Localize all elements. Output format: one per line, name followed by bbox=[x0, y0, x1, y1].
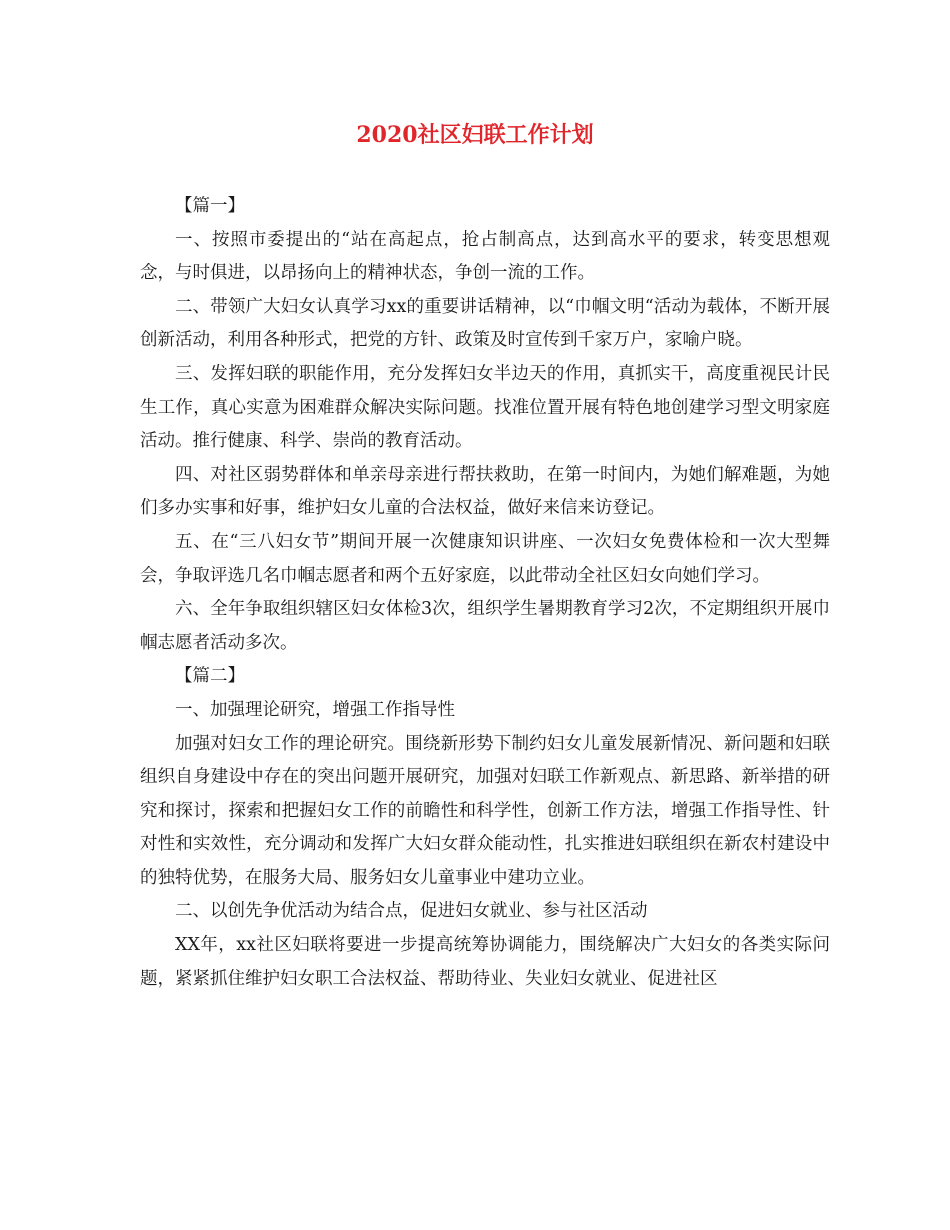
section-heading-part-one: 【篇一】 bbox=[175, 196, 245, 216]
paragraph: 六、全年争取组织辖区妇女体检3次，组织学生暑期教育学习2次，不定期组织开展巾帼志愿者活动多次。 bbox=[140, 599, 830, 653]
subheading: 二、以创先争优活动为结合点，促进妇女就业、参与社区活动 bbox=[175, 901, 648, 922]
document-body bbox=[140, 190, 830, 996]
paragraph: 二、带领广大妇女认真学习xx的重要讲话精神，以“巾帼文明“活动为载体，不断开展创新活动，利用各种形式，把党的方针、政策及时宣传到千家万户，家喻户晓。 bbox=[140, 296, 830, 351]
section-heading-part-two: 【篇二】 bbox=[175, 666, 245, 687]
paragraph: 三、发挥妇联的职能作用，充分发挥妇女半边天的作用，真抓实干，高度重视民计民生工作，真心实意为困难群众解决实际问题。找准位置开展有特色地创建学习型文明家庭活动。推行健康、科学、崇尚的教育活动。 bbox=[140, 363, 830, 452]
paragraph: XX年，xx社区妇联将要进一步提高统筹协调能力，围绕解决广大妇女的各类实际问题，紧紧抓住维护妇女职工合法权益、帮助待业、失业妇女就业、促进社区 bbox=[140, 935, 830, 989]
paragraph: 五、在“三八妇女节”期间开展一次健康知识讲座、一次妇女免费体检和一次大型舞会，争取评选几名巾帼志愿者和两个五好家庭，以此带动全社区妇女向她们学习。 bbox=[140, 531, 830, 586]
paragraph: 四、对社区弱势群体和单亲母亲进行帮扶救助，在第一时间内，为她们解难题，为她们多办实事和好事，维护妇女儿童的合法权益，做好来信来访登记。 bbox=[140, 464, 830, 519]
paragraph: 加强对妇女工作的理论研究。围绕新形势下制约妇女儿童发展新情况、新问题和妇联组织自身建设中存在的突出问题开展研究，加强对妇联工作新观点、新思路、新举措的研究和探讨，探索和把握妇女工作的前瞻性和科学性，创新工作方法，增强工作指导性、针对性和实效性，充分调动和发挥广大妇女群众能动性，扎实推进妇联组织在新农村建设中的独特优势，在服务大局、服务妇女儿童事业中建功立业。 bbox=[140, 733, 830, 888]
paragraph: 一、按照市委提出的“站在高起点，抢占制高点，达到高水平的要求，转变思想观念，与时俱进，以昂扬向上的精神状态，争创一流的工作。 bbox=[140, 229, 830, 284]
subheading: 一、加强理论研究，增强工作指导性 bbox=[175, 699, 455, 720]
document-title: 2020社区妇联工作计划 bbox=[356, 122, 594, 148]
